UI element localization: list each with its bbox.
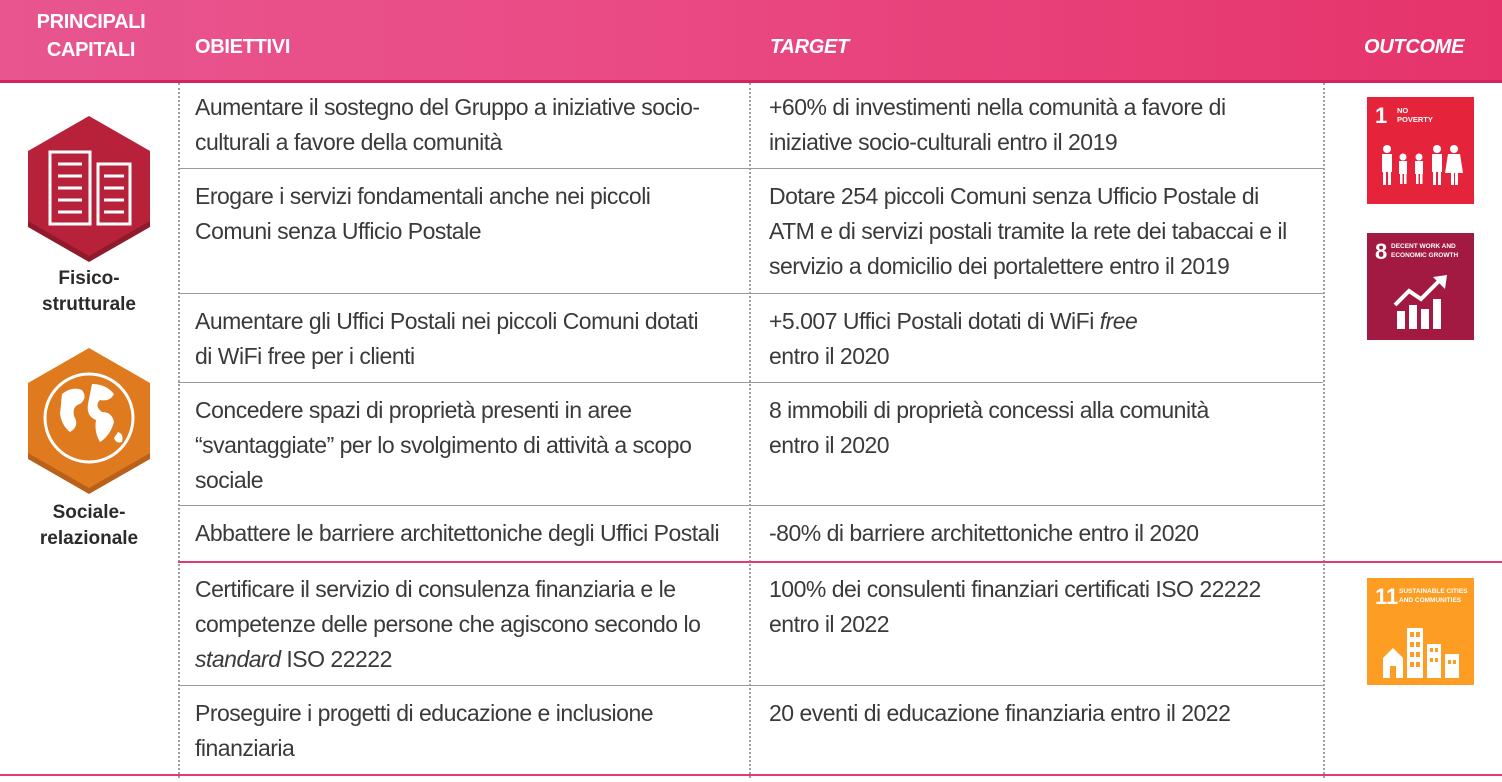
sdg-title-line: NO <box>1397 106 1409 115</box>
text-line: competenze delle persone che agiscono secondo lo <box>195 611 701 637</box>
sdg-title <box>1397 106 1433 124</box>
capital-label-social <box>14 500 164 552</box>
sdg-number: 11 <box>1375 584 1399 609</box>
text-line: Aumentare gli Uffici Postali nei piccoli Comuni dotati <box>195 308 699 334</box>
text-line: culturali a favore della comunità <box>195 129 502 155</box>
table-bottom-border <box>0 774 1502 776</box>
sdg-title <box>1399 587 1468 605</box>
text-line: 100% dei consulenti finanziari certificati ISO 22222 <box>769 576 1261 602</box>
objective-cell <box>195 572 700 677</box>
text-segment: +5.007 Uffici Postali dotati di WiFi <box>769 308 1094 334</box>
text-line: entro il 2022 <box>769 611 890 637</box>
target-cell <box>769 516 1199 551</box>
text-line: Certificare il servizio di consulenza finanziaria e le <box>195 576 676 602</box>
target-cell <box>769 304 1137 374</box>
sdg-number: 1 <box>1375 103 1388 128</box>
capital-label-physical <box>14 266 164 318</box>
sdg-title-line: DECENT WORK AND <box>1391 243 1456 250</box>
text-line: +60% di investimenti nella comunità a favore di <box>769 94 1226 120</box>
row-divider <box>178 505 1323 506</box>
family-icon <box>1379 143 1463 187</box>
capital-label-line: Fisico- <box>58 268 120 289</box>
text-line: -80% di barriere architettoniche entro il 2020 <box>769 520 1199 546</box>
sdg-1-badge <box>1367 97 1474 204</box>
objective-cell <box>195 304 698 374</box>
header-outcome: OUTCOME <box>1364 36 1465 58</box>
column-divider <box>749 83 751 778</box>
capital-label-line: relazionale <box>39 528 139 549</box>
column-divider <box>178 83 180 778</box>
text-line: Erogare i servizi fondamentali anche nei piccoli <box>195 183 651 209</box>
text-line: sociale <box>195 467 264 493</box>
text-line: Abbattere le barriere architettoniche degli Uffici Postali <box>195 520 720 546</box>
target-cell <box>769 696 1230 731</box>
text-line: iniziative socio-culturali entro il 2019 <box>769 129 1118 155</box>
text-line: 8 immobili di proprietà concessi alla comunità <box>769 397 1209 423</box>
capital-label-line: strutturale <box>42 294 136 315</box>
sdg-title-line: POVERTY <box>1397 115 1433 124</box>
italic-text: free <box>1099 308 1138 334</box>
capital-label-line: Sociale- <box>52 502 126 523</box>
globe-icon <box>22 344 156 494</box>
city-icon <box>1383 618 1461 678</box>
sdg-title <box>1391 242 1458 260</box>
growth-chart-icon <box>1393 275 1451 331</box>
text-line: Comuni senza Ufficio Postale <box>195 218 481 244</box>
header-objectives: OBIETTIVI <box>195 36 291 58</box>
text-line: Dotare 254 piccoli Comuni senza Ufficio Postale di <box>769 183 1259 209</box>
text-line: servizio a domicilio dei portalettere entro il 2019 <box>769 253 1230 279</box>
text-line: Concedere spazi di proprietà presenti in aree <box>195 397 632 423</box>
objective-cell <box>195 516 719 551</box>
objective-cell <box>195 179 650 249</box>
buildings-icon <box>22 112 156 262</box>
text-line: entro il 2020 <box>769 432 890 458</box>
objective-cell <box>195 393 691 498</box>
text-line: di WiFi free per i clienti <box>195 343 415 369</box>
sdg-title-line: ECONOMIC GROWTH <box>1391 252 1459 259</box>
target-cell <box>769 393 1209 463</box>
text-line <box>195 642 700 677</box>
objective-cell <box>195 696 653 766</box>
italic-text: standard <box>195 646 281 672</box>
row-divider <box>178 382 1323 383</box>
objective-cell <box>195 90 700 160</box>
text-line <box>769 304 1137 339</box>
header-capitals <box>32 8 150 64</box>
header-capitals-line2: CAPITALI <box>46 39 136 61</box>
sdg-8-badge <box>1367 233 1474 340</box>
sdg-title-line: SUSTAINABLE CITIES <box>1399 588 1468 595</box>
row-divider <box>178 293 1323 294</box>
text-segment: ISO 22222 <box>286 646 392 672</box>
text-line: Aumentare il sostegno del Gruppo a iniziative socio- <box>195 94 700 120</box>
row-divider <box>178 685 1323 686</box>
header-capitals-line1: PRINCIPALI <box>36 11 146 33</box>
text-line: finanziaria <box>195 735 295 761</box>
text-line: 20 eventi di educazione finanziaria entro il 2022 <box>769 700 1231 726</box>
target-cell <box>769 179 1287 284</box>
text-line: “svantaggiate” per lo svolgimento di attività a scopo <box>195 432 692 458</box>
sdg-11-badge <box>1367 578 1474 685</box>
sdg-number: 8 <box>1375 239 1388 264</box>
sdg-title-line: AND COMMUNITIES <box>1399 597 1462 604</box>
text-line: Proseguire i progetti di educazione e inclusione <box>195 700 654 726</box>
column-divider <box>1323 83 1325 778</box>
target-cell <box>769 572 1261 642</box>
text-line: entro il 2020 <box>769 343 890 369</box>
section-divider <box>178 561 1502 563</box>
row-divider <box>178 168 1323 169</box>
text-line: ATM e di servizi postali tramite la rete dei tabaccai e il <box>769 218 1287 244</box>
header-target: TARGET <box>770 36 849 58</box>
target-cell <box>769 90 1226 160</box>
